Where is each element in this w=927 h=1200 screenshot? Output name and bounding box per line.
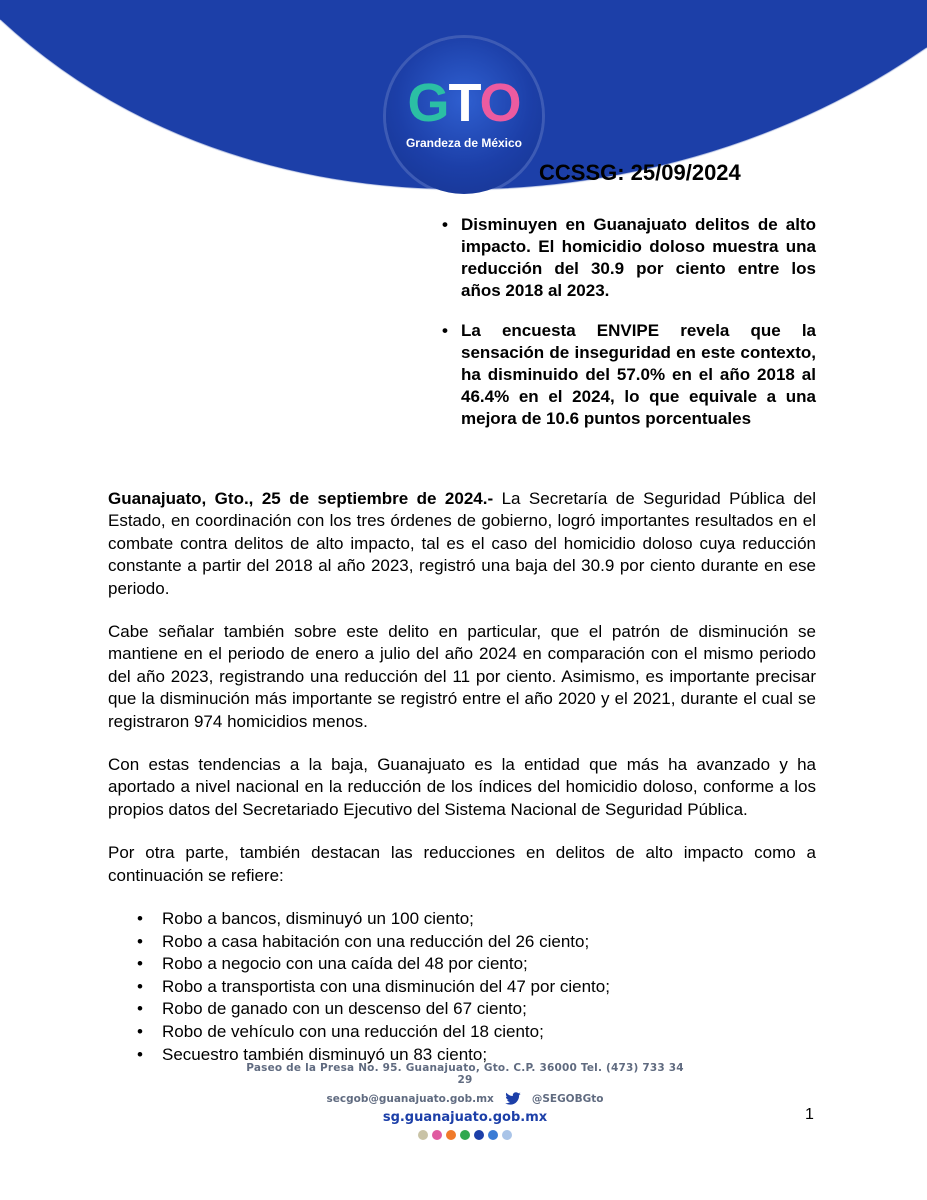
footer-email[interactable]: secgob@guanajuato.gob.mx: [326, 1093, 494, 1105]
color-dot: [502, 1130, 512, 1140]
summary-item: • La encuesta ENVIPE revela que la sensación de inseguridad en este contexto, ha disminuido del 57.0% en el año 2018 al 46.4% en el 2024, lo que equivale a una mejora de 10.6 puntos porcentuales: [440, 320, 816, 430]
color-dot: [474, 1130, 484, 1140]
press-release-body: [108, 488, 816, 1066]
paragraph-2: Cabe señalar también sobre este delito en particular, que el patrón de disminución se mantiene en el periodo de enero a julio del año 2024 en comparación con el mismo periodo del año 2023, registrando una reducción del 11 por ciento. Asimismo, es importante precisar que la disminución más importante se registró entre el año 2020 y el 2021, durante el cual se registraron 974 homicidios menos.: [108, 622, 816, 731]
footer: [240, 1062, 690, 1140]
color-dot: [418, 1130, 428, 1140]
footer-website[interactable]: sg.guanajuato.gob.mx: [382, 1110, 548, 1125]
paragraph-4: Por otra parte, también destacan las reducciones en delitos de alto impacto como a continuación se refiere:: [108, 843, 816, 885]
footer-color-dots: [240, 1130, 690, 1140]
list-item: • Robo de vehículo con una reducción del 18 ciento;: [108, 1021, 816, 1044]
list-item: • Robo a casa habitación con una reducción del 26 ciento;: [108, 931, 816, 954]
paragraph-1: [108, 488, 816, 600]
color-dot: [488, 1130, 498, 1140]
summary-bullets: [440, 214, 816, 448]
dateline: Guanajuato, Gto., 25 de septiembre de 2024.-: [108, 489, 494, 508]
list-item: • Robo a negocio con una caída del 48 por ciento;: [108, 953, 816, 976]
logo-tagline: Grandeza de México: [405, 136, 523, 150]
logo-letters: [386, 73, 542, 133]
color-dot: [460, 1130, 470, 1140]
logo-letter-t: T: [448, 73, 480, 133]
footer-address: Paseo de la Presa No. 95. Guanajuato, Gto. C.P. 36000 Tel. (473) 733 34 29: [246, 1062, 684, 1086]
footer-contact: [240, 1092, 690, 1106]
logo-letter-g: G: [407, 73, 449, 133]
document-reference: CCSSG: 25/09/2024: [539, 160, 741, 185]
summary-item: • Disminuyen en Guanajuato delitos de alto impacto. El homicidio doloso muestra una reducción del 30.9 por ciento entre los años 2018 al 2023.: [440, 214, 816, 302]
list-item: • Robo de ganado con un descenso del 67 ciento;: [108, 998, 816, 1021]
page-number: 1: [805, 1106, 814, 1123]
paragraph-3: Con estas tendencias a la baja, Guanajuato es la entidad que más ha avanzado y ha aportado a nivel nacional en la reducción de los índices del homicidio doloso, conforme a los propios datos del Secretariado Ejecutivo del Sistema Nacional de Seguridad Pública.: [108, 755, 816, 819]
color-dot: [432, 1130, 442, 1140]
paragraph-1-text: La Secretaría de Seguridad Pública del Estado, en coordinación con los tres órdenes de gobierno, logró importantes resultados en el combate contra delitos de alto impacto, tal es el caso del homicidio doloso cuya reducción constante a partir del 2018 al año 2023, registró una baja del 30.9 por ciento durante en ese periodo.: [108, 489, 816, 598]
gto-logo: [386, 38, 542, 194]
footer-twitter-handle[interactable]: @SEGOBGto: [531, 1093, 604, 1105]
list-item: • Robo a transportista con una disminución del 47 por ciento;: [108, 976, 816, 999]
color-dot: [446, 1130, 456, 1140]
twitter-icon: [504, 1092, 522, 1106]
list-item: • Robo a bancos, disminuyó un 100 ciento;: [108, 908, 816, 931]
list-item: • Secuestro también disminuyó un 83 ciento;: [108, 1044, 816, 1067]
crime-reduction-list: [108, 908, 816, 1066]
logo-letter-o: O: [479, 73, 521, 133]
